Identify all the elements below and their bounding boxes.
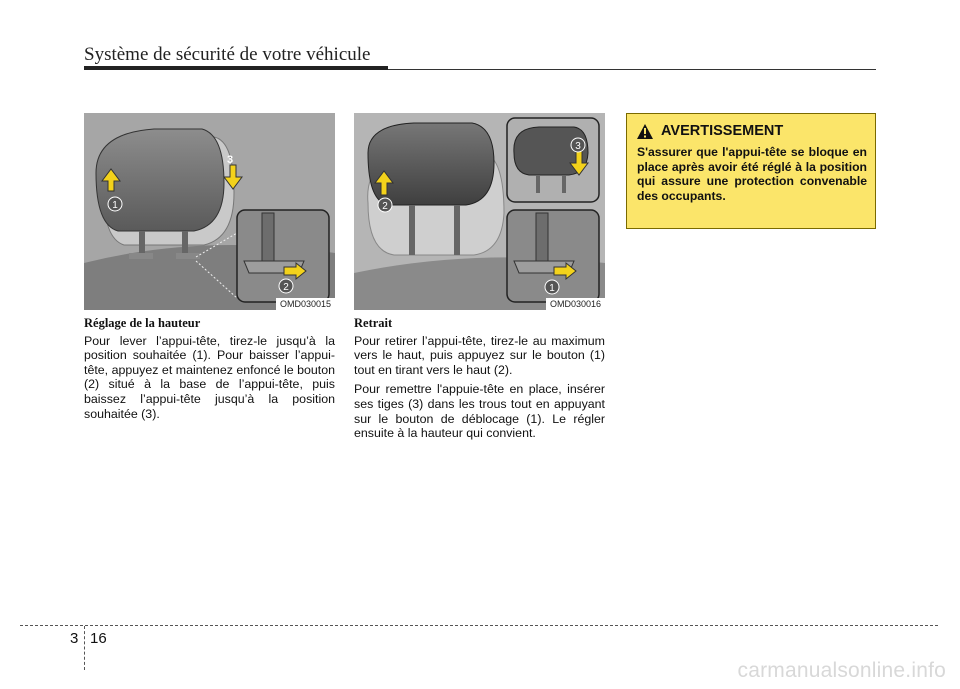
- section-removal: [354, 316, 605, 446]
- section-title: Retrait: [354, 316, 393, 330]
- header-rule: [84, 66, 388, 70]
- headrest-illustration-2: [354, 113, 605, 310]
- header-rule-thin: [388, 69, 876, 70]
- footer-divider: [84, 626, 85, 670]
- watermark: carmanualsonline.info: [737, 659, 946, 682]
- callout-2: 2: [283, 282, 289, 293]
- paragraph: Pour remettre l'appuie-tête en place, insérer ses tiges (3) dans les trous tout en appuyant sur le bouton de déblocage (1). Le régler ensuite à la hauteur qui convient.: [354, 382, 605, 441]
- figure-code: OMD030016: [546, 298, 605, 310]
- callout-1: 1: [549, 283, 555, 294]
- callout-3: 3: [226, 154, 234, 166]
- chapter-number: 3: [70, 630, 79, 647]
- warning-title: AVERTISSEMENT: [661, 123, 784, 139]
- page-number: 16: [90, 630, 107, 647]
- warning-icon: [637, 124, 653, 139]
- footer-rule: [20, 625, 938, 626]
- paragraph: Pour lever l’appui-tête, tirez-le jusqu’à la position souhaitée (1). Pour baisser l’appui-tête, appuyez et maintenez enfoncé le bouton (2) situé à la base de l’appui-tête, puis baissez l’appui-tête jusqu’à la position souhaitée (3).: [84, 333, 335, 421]
- section-title: Réglage de la hauteur: [84, 316, 201, 330]
- callout-3: 3: [575, 141, 581, 152]
- figure-height-adjustment: [84, 113, 335, 310]
- headrest-illustration-1: [84, 113, 335, 310]
- callout-1: 1: [112, 200, 118, 211]
- figure-code: OMD030015: [276, 298, 335, 310]
- callout-2: 2: [382, 201, 388, 212]
- section-height-adjustment: [84, 316, 335, 426]
- warning-text: S'assurer que l'appui-tête se bloque en place après avoir été réglé à la position qui assure une protection convenable des occupants.: [637, 145, 867, 203]
- warning-box: [626, 113, 876, 229]
- figure-removal: [354, 113, 605, 310]
- warning-header: [637, 123, 783, 139]
- paragraph: Pour retirer l’appui-tête, tirez-le au maximum vers le haut, puis appuyez sur le bouton (1) tout en tirant vers le haut (2).: [354, 333, 605, 377]
- page-header-title: Système de sécurité de votre véhicule: [84, 44, 371, 65]
